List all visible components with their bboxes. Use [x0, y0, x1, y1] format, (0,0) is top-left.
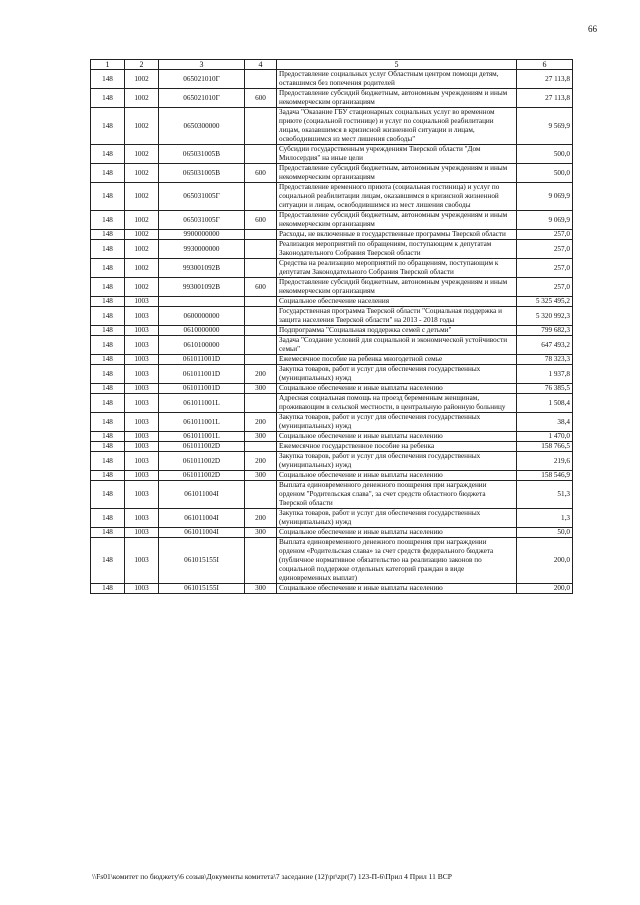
- section-code-cell: 1003: [125, 538, 159, 584]
- section-code-cell: 1003: [125, 528, 159, 538]
- amount-cell: 257,0: [517, 278, 573, 297]
- amount-cell: 1 937,8: [517, 365, 573, 384]
- target-article-cell: 061015155I: [159, 538, 245, 584]
- expense-type-cell: [245, 355, 277, 365]
- description-cell: Адресная социальная помощь на проезд беременным женщинам, проживающим в сельской местности, в центральную районную больницу: [277, 394, 517, 413]
- table-row: [91, 145, 573, 164]
- target-article-cell: 061011001D: [159, 384, 245, 394]
- description-cell: Социальное обеспечение и иные выплаты населению: [277, 528, 517, 538]
- expense-type-cell: [245, 297, 277, 307]
- section-code-cell: 1003: [125, 394, 159, 413]
- ministry-code-cell: 148: [91, 413, 125, 432]
- amount-cell: 647 493,2: [517, 336, 573, 355]
- description-cell: Социальное обеспечение и иные выплаты населению: [277, 584, 517, 594]
- section-code-cell: 1003: [125, 365, 159, 384]
- description-cell: Предоставление социальных услуг Областным центром помощи детям, оставшимся без попечения родителей: [277, 70, 517, 89]
- ministry-code-cell: 148: [91, 509, 125, 528]
- ministry-code-cell: 148: [91, 365, 125, 384]
- amount-cell: 219,6: [517, 452, 573, 471]
- target-article-cell: 061011001L: [159, 432, 245, 442]
- expense-type-cell: [245, 307, 277, 326]
- target-article-cell: 065021010Г: [159, 89, 245, 108]
- description-cell: Предоставление временного приюта (социальная гостиница) и услуг по социальной реабилитации лицам, оказавшимся в кризисной жизненной ситуации и лицам, освободившимся из мест лишения свободы: [277, 183, 517, 211]
- expense-type-cell: 200: [245, 365, 277, 384]
- description-cell: Предоставление субсидий бюджетным, автономным учреждениям и иным некоммерческим организациям: [277, 89, 517, 108]
- ministry-code-cell: 148: [91, 183, 125, 211]
- table-row: [91, 240, 573, 259]
- ministry-code-cell: 148: [91, 307, 125, 326]
- ministry-code-cell: 148: [91, 70, 125, 89]
- ministry-code-cell: 148: [91, 326, 125, 336]
- amount-cell: 500,0: [517, 145, 573, 164]
- ministry-code-cell: 148: [91, 471, 125, 481]
- target-article-cell: 9930000000: [159, 240, 245, 259]
- amount-cell: 27 113,8: [517, 70, 573, 89]
- table-row: [91, 259, 573, 278]
- section-code-cell: 1003: [125, 509, 159, 528]
- column-header: 2: [125, 60, 159, 70]
- ministry-code-cell: 148: [91, 211, 125, 230]
- amount-cell: 9 569,9: [517, 108, 573, 145]
- description-cell: Предоставление субсидий бюджетным, автономным учреждениям и иным некоммерческим организациям: [277, 164, 517, 183]
- description-cell: Подпрограмма "Социальная поддержка семей с детьми": [277, 326, 517, 336]
- section-code-cell: 1003: [125, 355, 159, 365]
- section-code-cell: 1002: [125, 108, 159, 145]
- expense-type-cell: 300: [245, 432, 277, 442]
- expense-type-cell: [245, 336, 277, 355]
- amount-cell: 500,0: [517, 164, 573, 183]
- expense-type-cell: 200: [245, 452, 277, 471]
- target-article-cell: 061015155I: [159, 584, 245, 594]
- amount-cell: 38,4: [517, 413, 573, 432]
- section-code-cell: 1002: [125, 240, 159, 259]
- amount-cell: 78 323,3: [517, 355, 573, 365]
- description-cell: Закупка товаров, работ и услуг для обеспечения государственных (муниципальных) нужд: [277, 365, 517, 384]
- target-article-cell: 061011001L: [159, 394, 245, 413]
- table-row: [91, 297, 573, 307]
- ministry-code-cell: 148: [91, 452, 125, 471]
- ministry-code-cell: 148: [91, 278, 125, 297]
- ministry-code-cell: 148: [91, 164, 125, 183]
- section-code-cell: 1002: [125, 278, 159, 297]
- amount-cell: 5 320 992,3: [517, 307, 573, 326]
- description-cell: Выплата единовременного денежного поощрения при награждении орденом «Родительская слава» за счет средств федерального бюджета (публичное нормативное обязательство на реализацию законов по социальной поддержке отдельных категорий граждан в виде единовременных выплат): [277, 538, 517, 584]
- target-article-cell: 065031005В: [159, 164, 245, 183]
- ministry-code-cell: 148: [91, 355, 125, 365]
- target-article-cell: 061011001L: [159, 413, 245, 432]
- amount-cell: 257,0: [517, 240, 573, 259]
- table-row: [91, 394, 573, 413]
- description-cell: Предоставление субсидий бюджетным, автономным учреждениям и иным некоммерческим организациям: [277, 211, 517, 230]
- expense-type-cell: [245, 183, 277, 211]
- target-article-cell: 061011001D: [159, 365, 245, 384]
- description-cell: Социальное обеспечение и иные выплаты населению: [277, 471, 517, 481]
- expense-type-cell: 300: [245, 471, 277, 481]
- ministry-code-cell: 148: [91, 538, 125, 584]
- section-code-cell: 1002: [125, 70, 159, 89]
- description-cell: Задача "Оказание ГБУ стационарных социальных услуг во временном приюте (социальной гостинице) и услуг по социальной реабилитации лицам, оказавшимся в кризисной жизненной ситуации и лицам, освободившимся из мест лишения свободы": [277, 108, 517, 145]
- expense-type-cell: 600: [245, 164, 277, 183]
- description-cell: Ежемесячное пособие на ребенка многодетной семье: [277, 355, 517, 365]
- target-article-cell: 061011002D: [159, 452, 245, 471]
- table-row: [91, 384, 573, 394]
- table-row: [91, 509, 573, 528]
- target-article-cell: 065031005В: [159, 145, 245, 164]
- amount-cell: 200,0: [517, 584, 573, 594]
- section-code-cell: 1003: [125, 584, 159, 594]
- amount-cell: 76 385,5: [517, 384, 573, 394]
- target-article-cell: 061011004I: [159, 481, 245, 509]
- expense-type-cell: [245, 145, 277, 164]
- table-row: [91, 432, 573, 442]
- expense-type-cell: [245, 538, 277, 584]
- ministry-code-cell: 148: [91, 394, 125, 413]
- amount-cell: 51,3: [517, 481, 573, 509]
- page-number: 66: [588, 24, 597, 34]
- description-cell: Предоставление субсидий бюджетным, автономным учреждениям и иным некоммерческим организациям: [277, 278, 517, 297]
- target-article-cell: [159, 297, 245, 307]
- expense-type-cell: [245, 394, 277, 413]
- expense-type-cell: 600: [245, 278, 277, 297]
- table-row: [91, 70, 573, 89]
- expense-type-cell: 600: [245, 211, 277, 230]
- column-header: 4: [245, 60, 277, 70]
- expense-type-cell: [245, 481, 277, 509]
- amount-cell: 9 069,9: [517, 211, 573, 230]
- description-cell: Задача "Создание условий для социальной и экономической устойчивости семьи": [277, 336, 517, 355]
- ministry-code-cell: 148: [91, 240, 125, 259]
- description-cell: Социальное обеспечение населения: [277, 297, 517, 307]
- amount-cell: 257,0: [517, 259, 573, 278]
- section-code-cell: 1003: [125, 413, 159, 432]
- description-cell: Выплата единовременного денежного поощрения при награждении орденом "Родительская слава", за счет средств областного бюджета Тверской области: [277, 481, 517, 509]
- ministry-code-cell: 148: [91, 442, 125, 452]
- amount-cell: 158 766,5: [517, 442, 573, 452]
- expense-type-cell: [245, 259, 277, 278]
- table-row: [91, 326, 573, 336]
- target-article-cell: 0610100000: [159, 336, 245, 355]
- description-cell: Ежемесячное государственное пособие на ребенка: [277, 442, 517, 452]
- target-article-cell: 061011004I: [159, 509, 245, 528]
- section-code-cell: 1003: [125, 432, 159, 442]
- table-row: [91, 211, 573, 230]
- expense-type-cell: [245, 70, 277, 89]
- budget-table-body: [91, 60, 573, 594]
- table-row: [91, 528, 573, 538]
- amount-cell: 9 069,9: [517, 183, 573, 211]
- section-code-cell: 1003: [125, 336, 159, 355]
- ministry-code-cell: 148: [91, 432, 125, 442]
- table-row: [91, 442, 573, 452]
- table-row: [91, 471, 573, 481]
- description-cell: Социальное обеспечение и иные выплаты населению: [277, 384, 517, 394]
- target-article-cell: 993001092В: [159, 278, 245, 297]
- target-article-cell: 065031005Г: [159, 211, 245, 230]
- table-row: [91, 183, 573, 211]
- amount-cell: 257,0: [517, 230, 573, 240]
- section-code-cell: 1003: [125, 481, 159, 509]
- target-article-cell: 993001092В: [159, 259, 245, 278]
- expense-type-cell: [245, 240, 277, 259]
- column-header: 3: [159, 60, 245, 70]
- section-code-cell: 1003: [125, 442, 159, 452]
- target-article-cell: 061011002D: [159, 471, 245, 481]
- file-path-footer: \\Fs01\комитет по бюджету\6 созыв\Документы комитета\7 заседание (12)\pr\zpr(7) 123-П-6\Прил 4 Прил 11 ВСР: [92, 872, 452, 881]
- expense-type-cell: 200: [245, 413, 277, 432]
- amount-cell: 158 546,9: [517, 471, 573, 481]
- section-code-cell: 1002: [125, 259, 159, 278]
- target-article-cell: 065021010Г: [159, 70, 245, 89]
- section-code-cell: 1002: [125, 145, 159, 164]
- target-article-cell: 061011001D: [159, 355, 245, 365]
- section-code-cell: 1003: [125, 384, 159, 394]
- amount-cell: 1,3: [517, 509, 573, 528]
- ministry-code-cell: 148: [91, 584, 125, 594]
- expense-type-cell: [245, 108, 277, 145]
- table-row: [91, 278, 573, 297]
- description-cell: Закупка товаров, работ и услуг для обеспечения государственных (муниципальных) нужд: [277, 413, 517, 432]
- table-row: [91, 108, 573, 145]
- description-cell: Расходы, не включенные в государственные программы Тверской области: [277, 230, 517, 240]
- expense-type-cell: [245, 326, 277, 336]
- ministry-code-cell: 148: [91, 230, 125, 240]
- table-row: [91, 89, 573, 108]
- section-code-cell: 1003: [125, 307, 159, 326]
- amount-cell: 1 470,0: [517, 432, 573, 442]
- expense-type-cell: 600: [245, 89, 277, 108]
- target-article-cell: 065031005Г: [159, 183, 245, 211]
- section-code-cell: 1002: [125, 89, 159, 108]
- table-row: [91, 584, 573, 594]
- description-cell: Средства на реализацию мероприятий по обращениям, поступающим к депутатам Законодательного Собрания Тверской области: [277, 259, 517, 278]
- ministry-code-cell: 148: [91, 528, 125, 538]
- expense-type-cell: [245, 442, 277, 452]
- section-code-cell: 1003: [125, 326, 159, 336]
- budget-table: [90, 59, 573, 594]
- table-row: [91, 355, 573, 365]
- column-header: 6: [517, 60, 573, 70]
- description-cell: Субсидии государственным учреждениям Тверской области "Дом Милосердия" на иные цели: [277, 145, 517, 164]
- ministry-code-cell: 148: [91, 297, 125, 307]
- ministry-code-cell: 148: [91, 89, 125, 108]
- amount-cell: 1 508,4: [517, 394, 573, 413]
- expense-type-cell: 300: [245, 528, 277, 538]
- expense-type-cell: 300: [245, 584, 277, 594]
- description-cell: Реализация мероприятий по обращениям, поступающим к депутатам Законодательного Собрания Тверской области: [277, 240, 517, 259]
- description-cell: Закупка товаров, работ и услуг для обеспечения государственных (муниципальных) нужд: [277, 509, 517, 528]
- ministry-code-cell: 148: [91, 384, 125, 394]
- table-row: [91, 481, 573, 509]
- ministry-code-cell: 148: [91, 336, 125, 355]
- ministry-code-cell: 148: [91, 145, 125, 164]
- table-row: [91, 452, 573, 471]
- target-article-cell: 061011004I: [159, 528, 245, 538]
- section-code-cell: 1003: [125, 452, 159, 471]
- target-article-cell: 0650300000: [159, 108, 245, 145]
- target-article-cell: 0600000000: [159, 307, 245, 326]
- target-article-cell: 061011002D: [159, 442, 245, 452]
- amount-cell: 50,0: [517, 528, 573, 538]
- section-code-cell: 1003: [125, 297, 159, 307]
- ministry-code-cell: 148: [91, 108, 125, 145]
- table-header-row: [91, 60, 573, 70]
- table-row: [91, 365, 573, 384]
- amount-cell: 27 113,8: [517, 89, 573, 108]
- section-code-cell: 1002: [125, 164, 159, 183]
- description-cell: Социальное обеспечение и иные выплаты населению: [277, 432, 517, 442]
- column-header: 1: [91, 60, 125, 70]
- ministry-code-cell: 148: [91, 481, 125, 509]
- expense-type-cell: 200: [245, 509, 277, 528]
- amount-cell: 799 682,3: [517, 326, 573, 336]
- section-code-cell: 1002: [125, 230, 159, 240]
- section-code-cell: 1002: [125, 211, 159, 230]
- expense-type-cell: 300: [245, 384, 277, 394]
- expense-type-cell: [245, 230, 277, 240]
- description-cell: Государственная программа Тверской области "Социальная поддержка и защита населения Тверской области" на 2013 - 2018 годы: [277, 307, 517, 326]
- table-row: [91, 230, 573, 240]
- target-article-cell: 9900000000: [159, 230, 245, 240]
- ministry-code-cell: 148: [91, 259, 125, 278]
- description-cell: Закупка товаров, работ и услуг для обеспечения государственных (муниципальных) нужд: [277, 452, 517, 471]
- section-code-cell: 1003: [125, 471, 159, 481]
- table-row: [91, 307, 573, 326]
- table-row: [91, 538, 573, 584]
- target-article-cell: 0610000000: [159, 326, 245, 336]
- amount-cell: 200,0: [517, 538, 573, 584]
- section-code-cell: 1002: [125, 183, 159, 211]
- amount-cell: 5 325 495,2: [517, 297, 573, 307]
- table-row: [91, 336, 573, 355]
- table-row: [91, 164, 573, 183]
- table-row: [91, 413, 573, 432]
- column-header: 5: [277, 60, 517, 70]
